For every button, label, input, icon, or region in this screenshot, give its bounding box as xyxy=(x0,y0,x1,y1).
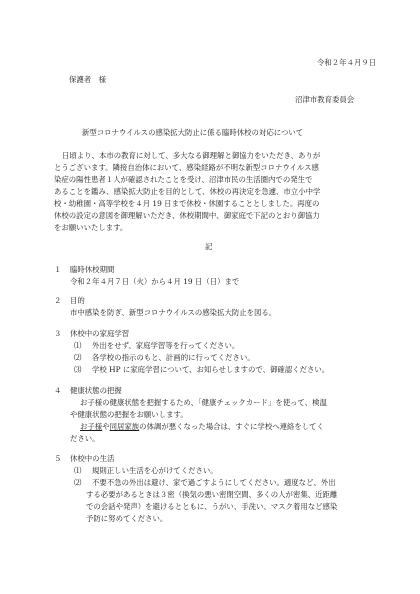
list-item-continuation: での会話や発声）を避けるとともに、うがい、手洗い、マスク着用など感染 xyxy=(86,502,338,511)
recipient: 保護者 様 xyxy=(69,75,106,84)
list-item: ⑴ 外出をせず、家庭学習等を行ってください。 xyxy=(74,341,240,350)
underlined-text: 同居家族 xyxy=(109,422,140,431)
intro-line: をお願いいたします。 xyxy=(54,223,128,232)
intro-line: 染症の陽性患者１人が確認されたことを受け、沼津市民の生活圏内での発生で xyxy=(54,175,313,184)
section-period xyxy=(54,264,384,288)
list-item: ⑴ 規則正しい生活を心がけてください。 xyxy=(74,466,218,475)
intro-line: あることを鑑み、感染拡大防止を目的として、休校の再決定を急遽、市立小中学 xyxy=(54,187,321,196)
ki-heading: 記 xyxy=(205,242,213,251)
list-item: ⑵ 各学校の指示のもと、計画的に行ってください。 xyxy=(74,353,255,362)
section-title: 休校中の生活 xyxy=(70,454,115,463)
section-number: ２ xyxy=(54,296,62,305)
section-daily-life xyxy=(54,453,384,525)
intro-paragraph xyxy=(54,150,376,234)
list-item-continuation: 予防に努めてください。 xyxy=(86,514,168,523)
underlined-text: お子様 xyxy=(80,422,103,431)
list-item: ⑵ 不要不急の外出は避け、家で過ごすようにしてください。適度など、外出 xyxy=(74,478,336,487)
section-title: 休校中の家庭学習 xyxy=(70,329,130,338)
sender: 沼津市教育委員会 xyxy=(295,95,355,104)
section-purpose xyxy=(54,295,384,319)
section-number: ４ xyxy=(54,386,62,395)
document-title: 新型コロナウイルスの感染拡大防止に係る臨時休校の対応について xyxy=(82,128,304,137)
section-text: や健康状態の把握をお願いします。 xyxy=(70,410,188,419)
section-text: 市中感染を防ぎ、新型コロナウイルスの感染拡大防止を図る。 xyxy=(70,308,277,317)
list-item-continuation: する必要があるときは３密（換気の悪い密閉空間、多くの人が密集、近距離 xyxy=(86,490,338,499)
notice-date: 令和２年４月９日 xyxy=(317,58,377,67)
item-marker: ⑴ xyxy=(74,341,82,350)
intro-line: 校・幼稚園・高等学校を４月 19 日まで休校・休園することとしました。再度の xyxy=(54,199,320,208)
item-marker: ⑵ xyxy=(74,478,82,487)
intro-line: 日頃より、本市の教育に対して、多大なる御理解と御協力をいただき、ありが xyxy=(62,151,321,160)
section-number: １ xyxy=(54,265,62,274)
section-number: ３ xyxy=(54,329,62,338)
section-text: お子様や同居家族の体調が悪くなった場合は、すぐに学校へ連絡をしてく xyxy=(80,422,324,431)
section-title: 目的 xyxy=(70,296,85,305)
section-title: 臨時休校期間 xyxy=(70,265,115,274)
section-text: お子様の健康状態を把握するため、「健康チェックカード」を使って、検温 xyxy=(80,398,327,407)
list-item: ⑶ 学校 HP に家庭学習について、お知らせしますので、御確認ください。 xyxy=(74,365,330,374)
item-marker: ⑶ xyxy=(74,365,82,374)
intro-line: とうございます。隣接自治体において、感染経路が不明な新型コロナウイルス感 xyxy=(54,163,319,172)
section-title: 健康状態の把握 xyxy=(70,386,122,395)
section-text: 令和２年４月７日（火）から４月 19 日（日）まで xyxy=(70,277,240,286)
section-health xyxy=(54,385,384,445)
item-marker: ⑴ xyxy=(74,466,82,475)
intro-line: 休校の設定の意図を御理解いただき、休校期間中、御家庭で下記のとおり御協力 xyxy=(54,211,320,220)
section-text: ださい。 xyxy=(70,434,100,443)
section-number: ５ xyxy=(54,454,62,463)
section-home-study xyxy=(54,328,384,376)
item-marker: ⑵ xyxy=(74,353,82,362)
